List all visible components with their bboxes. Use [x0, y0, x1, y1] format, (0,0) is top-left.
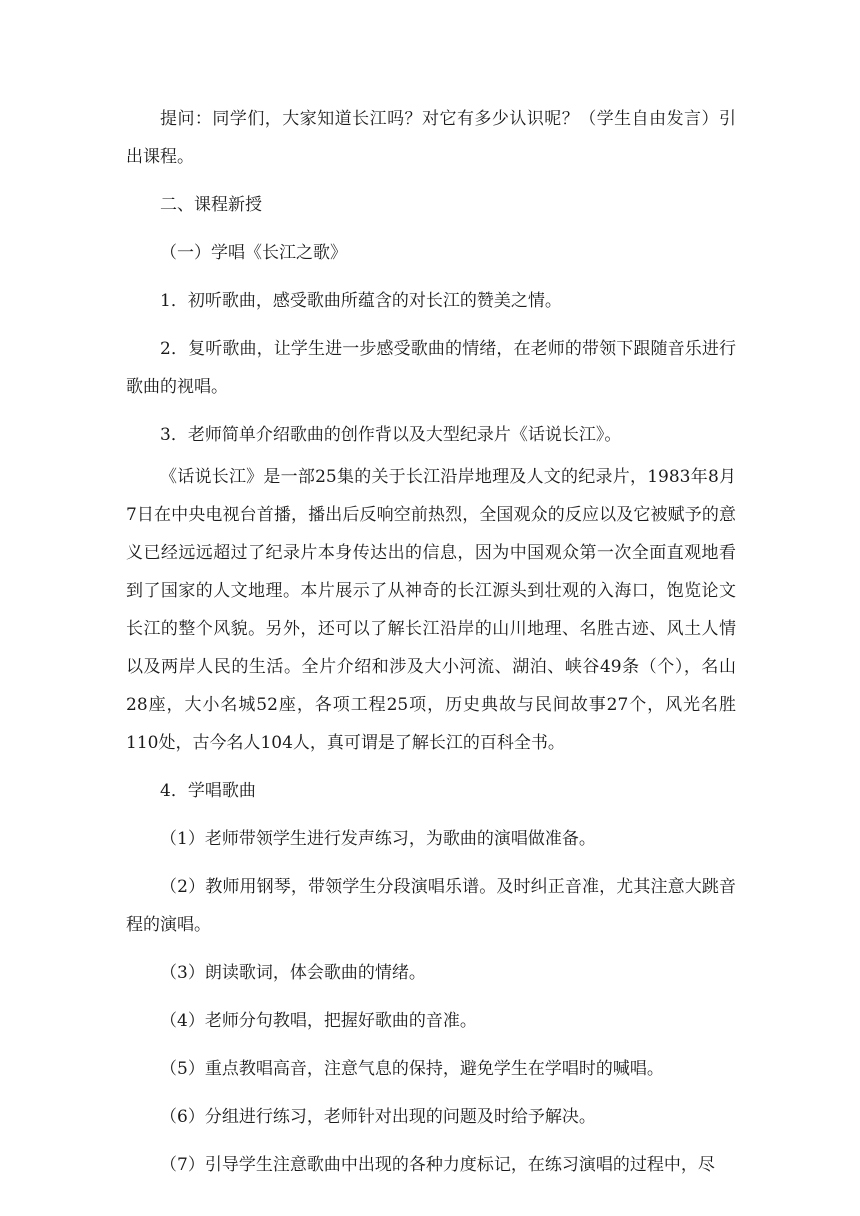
step-1: 1．初听歌曲，感受歌曲所蕴含的对长江的赞美之情。	[160, 291, 562, 311]
substep-4: （4）老师分句教唱，把握好歌曲的音准。	[160, 1011, 477, 1031]
substep-2: （2）教师用钢琴，带领学生分段演唱乐谱。及时纠正音准，尤其注意大跳音程的演唱。	[126, 877, 736, 935]
paragraph-question: 提问：同学们，大家知道长江吗？对它有多少认识呢？（学生自由发言）引出课程。	[126, 109, 736, 167]
substep-5: （5）重点教唱高音，注意气息的保持，避免学生在学唱时的喊唱。	[160, 1059, 664, 1079]
substep-3: （3）朗读歌词，体会歌曲的情绪。	[160, 963, 426, 983]
substep-7: （7）引导学生注意歌曲中出现的各种力度标记，在练习演唱的过程中，尽	[160, 1155, 715, 1175]
document-body	[126, 100, 736, 1184]
paragraph-documentary: 《话说长江》是一部25集的关于长江沿岸地理及人文的纪录片，1983年8月7日在中央电视台首播，播出后反响空前热烈，全国观众的反应以及它被赋予的意义已经远远超过了纪录片本身传达出的信息，因为中国观众第一次全面直观地看到了国家的人文地理。本片展示了从神奇的长江源头到壮观的入海口，饱览论文长江的整个风貌。另外，还可以了解长江沿岸的山川地理、名胜古迹、风土人情以及两岸人民的生活。全片介绍和涉及大小河流、湖泊、峡谷49条（个），名山28座，大小名城52座，各项工程25项，历史典故与民间故事27个，风光名胜110处，古今名人104人，真可谓是了解长江的百科全书。	[126, 467, 736, 753]
section-heading-new-lesson: 二、课程新授	[160, 195, 262, 215]
subsection-heading-song: （一）学唱《长江之歌》	[160, 243, 347, 263]
step-3: 3．老师简单介绍歌曲的创作背以及大型纪录片《话说长江》。	[160, 425, 622, 445]
step-2: 2．复听歌曲，让学生进一步感受歌曲的情绪，在老师的带领下跟随音乐进行歌曲的视唱。	[126, 339, 736, 397]
substep-1: （1）老师带领学生进行发声练习，为歌曲的演唱做准备。	[160, 829, 596, 849]
substep-6: （6）分组进行练习，老师针对出现的问题及时给予解决。	[160, 1107, 596, 1127]
step-4: 4．学唱歌曲	[160, 781, 256, 801]
